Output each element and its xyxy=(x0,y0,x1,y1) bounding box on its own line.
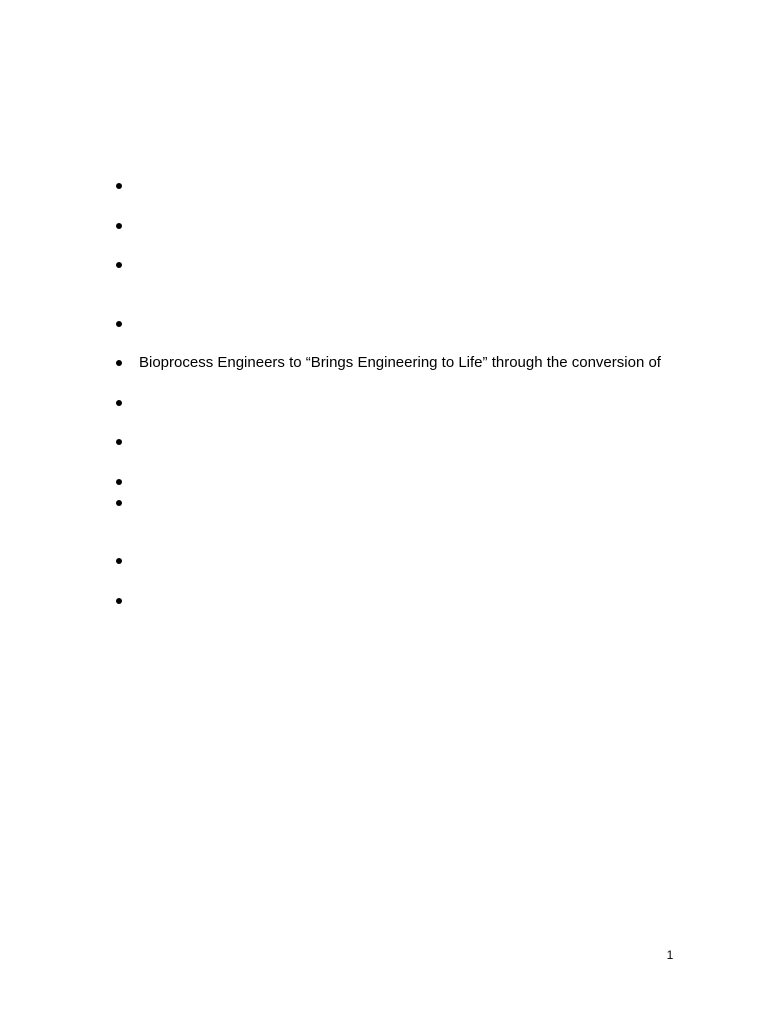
list-item xyxy=(116,551,139,571)
bullet-icon xyxy=(116,262,122,268)
list-item xyxy=(116,493,139,513)
bullet-icon xyxy=(116,558,122,564)
list-item-text: Bioprocess Engineers to “Brings Engineering to Life” through the conversion of xyxy=(139,354,661,371)
bullet-icon xyxy=(116,321,122,327)
list-item xyxy=(116,591,139,611)
list-item xyxy=(116,432,139,452)
list-item xyxy=(116,255,139,275)
bullet-icon xyxy=(116,400,122,406)
bullet-icon xyxy=(116,360,122,366)
bullet-icon xyxy=(116,500,122,506)
bullet-icon xyxy=(116,223,122,229)
list-item xyxy=(116,216,139,236)
bullet-icon xyxy=(116,598,122,604)
list-item xyxy=(116,314,139,334)
bullet-icon xyxy=(116,439,122,445)
bullet-icon xyxy=(116,183,122,189)
list-item xyxy=(116,176,139,196)
list-item xyxy=(116,353,661,373)
page-number: 1 xyxy=(666,948,674,962)
bullet-icon xyxy=(116,479,122,485)
list-item xyxy=(116,393,139,413)
list-item xyxy=(116,472,139,492)
